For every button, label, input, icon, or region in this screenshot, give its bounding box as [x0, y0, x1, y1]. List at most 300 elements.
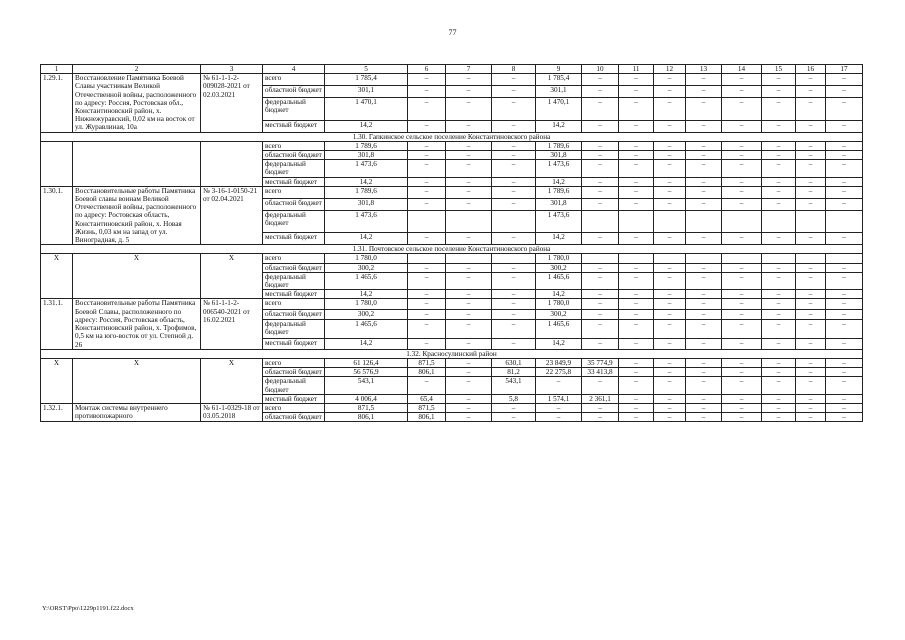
value-cell: 300,2: [325, 263, 408, 272]
value-cell: –: [722, 86, 762, 98]
value-cell: 806,1: [325, 413, 408, 422]
value-cell: 14,2: [536, 120, 582, 132]
value-cell: –: [722, 309, 762, 319]
value-cell: –: [619, 394, 654, 403]
value-cell: 14,2: [325, 233, 408, 245]
value-cell: 1 473,6: [325, 210, 408, 233]
value-cell: –: [654, 403, 686, 412]
value-cell: [446, 210, 492, 233]
value-cell: [654, 210, 686, 233]
value-cell: –: [762, 186, 796, 198]
table-row: [41, 299, 863, 309]
value-cell: –: [686, 272, 722, 289]
item-name: Восстановительные работы Памятника Боевой славы воинам Великой Отечественной войны, расположенного по адресу: Ростовская область, Константиновский район, х. Новая Жизнь, 0,03 км на запад от ул. Виноградная, д. 5: [73, 186, 201, 244]
value-cell: 23 849,9: [536, 358, 582, 367]
value-cell: –: [654, 368, 686, 377]
value-cell: –: [619, 233, 654, 245]
value-cell: –: [619, 151, 654, 160]
value-cell: –: [762, 394, 796, 403]
value-cell: 33 413,8: [582, 368, 619, 377]
value-cell: –: [686, 263, 722, 272]
value-cell: –: [446, 320, 492, 339]
value-cell: –: [492, 403, 536, 412]
value-cell: –: [796, 413, 826, 422]
value-cell: –: [408, 233, 446, 245]
value-cell: [796, 210, 826, 233]
value-cell: –: [446, 151, 492, 160]
value-cell: 543,1: [325, 377, 408, 394]
value-cell: –: [446, 394, 492, 403]
document-number: X: [201, 358, 263, 403]
value-cell: –: [686, 403, 722, 412]
value-cell: –: [762, 98, 796, 121]
value-cell: –: [826, 320, 863, 339]
value-cell: –: [446, 186, 492, 198]
funding-source: местный бюджет: [263, 233, 325, 245]
value-cell: –: [826, 394, 863, 403]
value-cell: 1 785,4: [325, 74, 408, 86]
value-cell: –: [408, 290, 446, 299]
item-number: 1.32.1.: [41, 403, 73, 421]
item-number: 1.30.1.: [41, 186, 73, 244]
value-cell: 301,8: [536, 151, 582, 160]
value-cell: –: [722, 120, 762, 132]
value-cell: –: [492, 263, 536, 272]
value-cell: –: [762, 309, 796, 319]
value-cell: –: [492, 98, 536, 121]
value-cell: –: [446, 263, 492, 272]
value-cell: –: [446, 233, 492, 245]
value-cell: –: [446, 290, 492, 299]
value-cell: –: [408, 74, 446, 86]
value-cell: 14,2: [325, 120, 408, 132]
value-cell: –: [408, 299, 446, 309]
value-cell: –: [796, 339, 826, 349]
table-row: [41, 254, 863, 263]
value-cell: 1 465,6: [325, 272, 408, 289]
value-cell: –: [762, 74, 796, 86]
value-cell: 14,2: [325, 177, 408, 186]
value-cell: –: [686, 177, 722, 186]
value-cell: –: [654, 186, 686, 198]
value-cell: –: [408, 86, 446, 98]
section-heading: 1.32. Красносулинский район: [41, 349, 863, 358]
value-cell: –: [826, 377, 863, 394]
value-cell: –: [686, 86, 722, 98]
column-number: 1: [41, 65, 73, 74]
value-cell: 301,8: [325, 198, 408, 210]
column-number: 2: [73, 65, 201, 74]
value-cell: 1 470,1: [325, 98, 408, 121]
page-number: 77: [448, 28, 457, 37]
value-cell: 14,2: [536, 339, 582, 349]
value-cell: –: [492, 86, 536, 98]
value-cell: –: [722, 186, 762, 198]
value-cell: –: [654, 151, 686, 160]
value-cell: –: [492, 198, 536, 210]
value-cell: –: [796, 120, 826, 132]
value-cell: –: [619, 339, 654, 349]
funding-source: местный бюджет: [263, 394, 325, 403]
funding-source: всего: [263, 299, 325, 309]
value-cell: –: [492, 177, 536, 186]
value-cell: –: [582, 151, 619, 160]
value-cell: –: [619, 198, 654, 210]
value-cell: –: [654, 320, 686, 339]
value-cell: 1 473,6: [325, 160, 408, 177]
value-cell: [408, 254, 446, 263]
column-number: 4: [263, 65, 325, 74]
value-cell: 301,8: [536, 198, 582, 210]
value-cell: –: [654, 413, 686, 422]
value-cell: –: [796, 263, 826, 272]
value-cell: 14,2: [536, 290, 582, 299]
value-cell: 65,4: [408, 394, 446, 403]
value-cell: 543,1: [492, 377, 536, 394]
value-cell: –: [722, 151, 762, 160]
value-cell: –: [582, 320, 619, 339]
value-cell: –: [686, 233, 722, 245]
value-cell: –: [582, 377, 619, 394]
value-cell: –: [408, 320, 446, 339]
value-cell: –: [654, 339, 686, 349]
value-cell: –: [722, 177, 762, 186]
value-cell: 2 361,1: [582, 394, 619, 403]
value-cell: –: [826, 198, 863, 210]
value-cell: –: [826, 74, 863, 86]
value-cell: –: [826, 177, 863, 186]
value-cell: –: [686, 309, 722, 319]
value-cell: –: [619, 74, 654, 86]
value-cell: 4 006,4: [325, 394, 408, 403]
value-cell: –: [619, 86, 654, 98]
value-cell: –: [762, 233, 796, 245]
value-cell: –: [722, 198, 762, 210]
value-cell: –: [826, 98, 863, 121]
value-cell: –: [826, 120, 863, 132]
funding-source: всего: [263, 74, 325, 86]
value-cell: –: [582, 299, 619, 309]
item-number: 1.29.1.: [41, 74, 73, 132]
value-cell: –: [446, 141, 492, 150]
value-cell: –: [654, 74, 686, 86]
value-cell: –: [686, 74, 722, 86]
value-cell: –: [826, 403, 863, 412]
funding-source: федеральный бюджет: [263, 160, 325, 177]
value-cell: –: [762, 272, 796, 289]
column-number: 17: [826, 65, 863, 74]
value-cell: –: [654, 198, 686, 210]
value-cell: [722, 210, 762, 233]
value-cell: –: [826, 368, 863, 377]
document-number: № 61-1-1-2-006540-2021 от 16.02.2021: [201, 299, 263, 349]
value-cell: –: [582, 177, 619, 186]
value-cell: –: [654, 86, 686, 98]
value-cell: 1 465,6: [536, 272, 582, 289]
funding-source: всего: [263, 403, 325, 412]
value-cell: –: [619, 358, 654, 367]
value-cell: –: [654, 394, 686, 403]
funding-source: федеральный бюджет: [263, 272, 325, 289]
value-cell: [619, 254, 654, 263]
value-cell: –: [408, 309, 446, 319]
value-cell: –: [654, 309, 686, 319]
value-cell: [826, 210, 863, 233]
section-heading: 1.30. Гапкинское сельское поселение Константиновского района: [41, 132, 863, 141]
value-cell: [686, 254, 722, 263]
value-cell: –: [536, 413, 582, 422]
item-name: X: [73, 358, 201, 403]
value-cell: –: [492, 151, 536, 160]
value-cell: 35 774,9: [582, 358, 619, 367]
value-cell: –: [446, 377, 492, 394]
value-cell: –: [446, 74, 492, 86]
value-cell: –: [408, 151, 446, 160]
value-cell: –: [762, 290, 796, 299]
column-number: 16: [796, 65, 826, 74]
value-cell: –: [826, 151, 863, 160]
table-row: [41, 403, 863, 412]
value-cell: –: [722, 98, 762, 121]
value-cell: –: [582, 141, 619, 150]
value-cell: –: [619, 141, 654, 150]
value-cell: –: [796, 272, 826, 289]
value-cell: 5,8: [492, 394, 536, 403]
value-cell: 1 780,0: [536, 254, 582, 263]
value-cell: –: [762, 339, 796, 349]
value-cell: –: [582, 198, 619, 210]
value-cell: –: [686, 358, 722, 367]
value-cell: [686, 210, 722, 233]
value-cell: 1 789,6: [325, 186, 408, 198]
table-row: [41, 74, 863, 86]
value-cell: –: [722, 290, 762, 299]
value-cell: –: [796, 368, 826, 377]
value-cell: 871,5: [408, 403, 446, 412]
section-heading-row: [41, 349, 863, 358]
value-cell: 1 780,0: [536, 299, 582, 309]
value-cell: –: [492, 290, 536, 299]
value-cell: –: [446, 358, 492, 367]
value-cell: –: [492, 309, 536, 319]
value-cell: –: [722, 272, 762, 289]
value-cell: –: [826, 272, 863, 289]
value-cell: –: [492, 413, 536, 422]
value-cell: –: [582, 413, 619, 422]
value-cell: –: [619, 299, 654, 309]
value-cell: –: [536, 403, 582, 412]
value-cell: –: [796, 320, 826, 339]
funding-source: местный бюджет: [263, 120, 325, 132]
document-number: № 61-1-1-2-009028-2021 от 02.03.2021: [201, 74, 263, 132]
item-number: 1.31.1.: [41, 299, 73, 349]
value-cell: –: [762, 358, 796, 367]
value-cell: –: [762, 160, 796, 177]
value-cell: –: [582, 272, 619, 289]
value-cell: –: [582, 403, 619, 412]
value-cell: –: [762, 120, 796, 132]
value-cell: –: [582, 186, 619, 198]
value-cell: –: [722, 403, 762, 412]
funding-source: местный бюджет: [263, 290, 325, 299]
value-cell: –: [826, 339, 863, 349]
value-cell: –: [619, 177, 654, 186]
value-cell: –: [446, 160, 492, 177]
column-number: 7: [446, 65, 492, 74]
value-cell: –: [722, 377, 762, 394]
column-number: 3: [201, 65, 263, 74]
section-heading-row: [41, 245, 863, 254]
budget-table: [40, 64, 863, 422]
value-cell: –: [796, 377, 826, 394]
value-cell: [619, 210, 654, 233]
value-cell: –: [722, 299, 762, 309]
value-cell: –: [619, 403, 654, 412]
column-number: 6: [408, 65, 446, 74]
item-name: Монтаж системы внутреннего противопожарного: [73, 403, 201, 421]
column-number-row: [41, 65, 863, 74]
value-cell: –: [796, 299, 826, 309]
value-cell: [446, 254, 492, 263]
value-cell: 1 465,6: [536, 320, 582, 339]
value-cell: –: [826, 160, 863, 177]
value-cell: –: [408, 98, 446, 121]
value-cell: –: [722, 263, 762, 272]
value-cell: –: [722, 233, 762, 245]
value-cell: –: [492, 320, 536, 339]
value-cell: –: [796, 290, 826, 299]
value-cell: –: [762, 413, 796, 422]
value-cell: –: [796, 151, 826, 160]
value-cell: [654, 254, 686, 263]
file-path-footer: Y:\ORST\Ppo\1229p1191.f22.docx: [42, 605, 134, 612]
value-cell: –: [536, 377, 582, 394]
value-cell: –: [492, 120, 536, 132]
value-cell: –: [492, 233, 536, 245]
value-cell: –: [826, 186, 863, 198]
value-cell: –: [762, 403, 796, 412]
value-cell: 56 576,9: [325, 368, 408, 377]
column-number: 12: [654, 65, 686, 74]
funding-source: областной бюджет: [263, 413, 325, 422]
column-number: 8: [492, 65, 536, 74]
value-cell: 871,5: [325, 403, 408, 412]
value-cell: –: [654, 358, 686, 367]
value-cell: –: [619, 186, 654, 198]
item-name: [73, 141, 201, 186]
value-cell: –: [582, 86, 619, 98]
funding-source: федеральный бюджет: [263, 98, 325, 121]
funding-source: областной бюджет: [263, 309, 325, 319]
value-cell: –: [826, 413, 863, 422]
value-cell: –: [722, 74, 762, 86]
value-cell: –: [796, 309, 826, 319]
item-name: Восстановительные работы Памятника Боевой Славы, расположенного по адресу: Россия, Ростовская область, Константиновский район, х. Трофимов, 0,5 км на юго-восток от ул. Степной д. 26: [73, 299, 201, 349]
value-cell: –: [796, 394, 826, 403]
funding-source: областной бюджет: [263, 151, 325, 160]
value-cell: –: [796, 403, 826, 412]
value-cell: –: [582, 160, 619, 177]
value-cell: –: [826, 233, 863, 245]
value-cell: –: [654, 120, 686, 132]
value-cell: –: [686, 151, 722, 160]
value-cell: –: [408, 160, 446, 177]
value-cell: –: [796, 86, 826, 98]
value-cell: –: [408, 263, 446, 272]
funding-source: федеральный бюджет: [263, 377, 325, 394]
value-cell: –: [722, 358, 762, 367]
value-cell: 1 470,1: [536, 98, 582, 121]
value-cell: [722, 254, 762, 263]
value-cell: –: [686, 339, 722, 349]
section-heading: 1.31. Почтовское сельское поселение Константиновского района: [41, 245, 863, 254]
value-cell: –: [686, 120, 722, 132]
value-cell: –: [446, 272, 492, 289]
value-cell: –: [826, 358, 863, 367]
value-cell: –: [492, 272, 536, 289]
value-cell: –: [686, 141, 722, 150]
value-cell: [492, 210, 536, 233]
value-cell: –: [686, 160, 722, 177]
value-cell: –: [654, 290, 686, 299]
item-number: [41, 141, 73, 186]
value-cell: –: [762, 377, 796, 394]
value-cell: 14,2: [536, 177, 582, 186]
section-heading-row: [41, 132, 863, 141]
value-cell: –: [762, 151, 796, 160]
value-cell: –: [492, 141, 536, 150]
value-cell: –: [446, 86, 492, 98]
value-cell: 300,2: [536, 263, 582, 272]
value-cell: [762, 210, 796, 233]
value-cell: 1 789,6: [536, 186, 582, 198]
value-cell: –: [722, 413, 762, 422]
value-cell: –: [619, 309, 654, 319]
value-cell: –: [619, 120, 654, 132]
value-cell: –: [654, 233, 686, 245]
value-cell: –: [582, 290, 619, 299]
column-number: 10: [582, 65, 619, 74]
value-cell: [762, 254, 796, 263]
value-cell: –: [582, 120, 619, 132]
value-cell: [796, 254, 826, 263]
value-cell: –: [654, 377, 686, 394]
funding-source: областной бюджет: [263, 86, 325, 98]
value-cell: 301,1: [536, 86, 582, 98]
document-number: № 3-16-1-0150-21 от 02.04.2021: [201, 186, 263, 244]
value-cell: –: [408, 177, 446, 186]
value-cell: –: [408, 141, 446, 150]
funding-source: всего: [263, 358, 325, 367]
value-cell: –: [762, 263, 796, 272]
funding-source: всего: [263, 141, 325, 150]
value-cell: –: [826, 263, 863, 272]
value-cell: –: [722, 160, 762, 177]
value-cell: 22 275,8: [536, 368, 582, 377]
value-cell: –: [582, 339, 619, 349]
value-cell: 14,2: [536, 233, 582, 245]
value-cell: –: [446, 339, 492, 349]
value-cell: –: [619, 377, 654, 394]
value-cell: –: [446, 299, 492, 309]
item-name: X: [73, 254, 201, 299]
value-cell: –: [826, 86, 863, 98]
value-cell: –: [722, 368, 762, 377]
value-cell: –: [686, 377, 722, 394]
funding-source: областной бюджет: [263, 198, 325, 210]
value-cell: –: [582, 263, 619, 272]
value-cell: –: [686, 198, 722, 210]
